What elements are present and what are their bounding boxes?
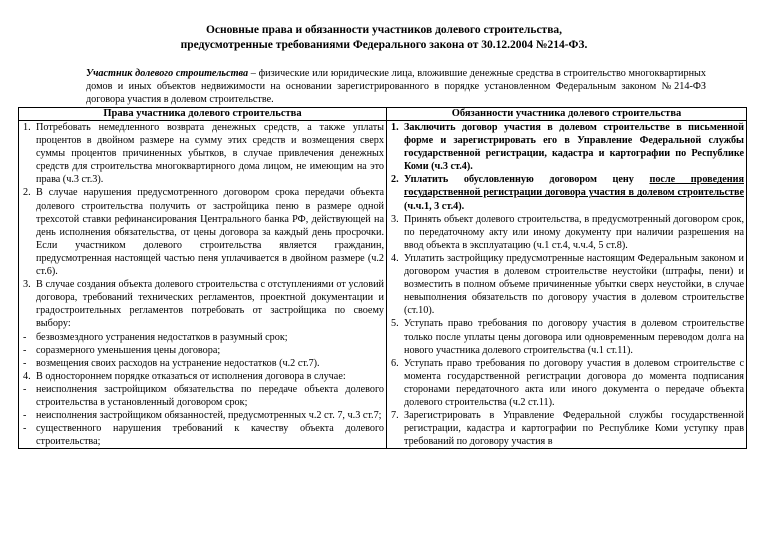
right-text: Потребовать немедленного возврата денежных средств, а также уплаты процентов в двойном размере на сумму этих средств и возмещения сверх суммы процентов причиненных убытков, в случае привлечения денежных средств для строительства многоквартирного дома лицом, не имеющим на это права (ч.3 ст.3). (36, 122, 384, 186)
duty-text-underlined: после проведения государственной регистрации договора участия в долевом строительстве (404, 174, 744, 199)
dash-marker: - (23, 331, 27, 343)
subitem-text: соразмерного уменьшения цены договора; (36, 344, 221, 356)
subitem-text: существенного нарушения требований к качеству объекта долевого строительства; (36, 423, 384, 448)
rights-cell (19, 121, 387, 449)
right-text: В одностороннем порядке отказаться от исполнения договора в случае: (36, 370, 346, 382)
dash-marker: - (23, 410, 27, 422)
right-number: 1. (23, 122, 31, 133)
duty-item (389, 357, 744, 409)
duty-item (389, 173, 744, 212)
subitem-text: неисполнения застройщиком обязанностей, предусмотренных ч.2 ст. 7, ч.3 ст.7; (36, 410, 382, 422)
duty-text: (ч.ч.1, 3 ст.4). (404, 200, 465, 212)
subitem-text: возмещения своих расходов на устранение недостатков (ч.2 ст.7). (36, 357, 320, 369)
right-text: В случае нарушения предусмотренного договором срока передачи объекта долевого строительства получить от застройщика пеню в размере одной трехсотой ставки рефинансирования Центрального банка РФ, действующей на день исполнения обязательства, от цены договора за каждый день просрочки. Если участником долевого строительства является гражданин, предусмотренная настоящей частью пеня уплачивается в двойном размере (ч.2 ст.6). (36, 187, 384, 278)
subitem-text: безвозмездного устранения недостатков в разумный срок; (36, 331, 288, 343)
intro-term: Участник долевого строительства (86, 68, 249, 79)
right-subitem (21, 331, 384, 344)
doc-title-line-2: предусмотренные требованиями Федерального закона от 30.12.2004 №214-ФЗ. (180, 39, 588, 51)
duty-number: 7. (391, 410, 399, 422)
duty-item (389, 252, 744, 317)
right-item (21, 370, 384, 383)
duty-number: 3. (391, 213, 399, 225)
right-subitem (21, 409, 384, 422)
duty-number: 5. (391, 318, 399, 330)
duty-number: 4. (391, 252, 399, 264)
right-item (21, 186, 384, 278)
duty-number: 1. (391, 122, 399, 133)
duty-text: Уступать право требования по договору участия в долевом строительстве только после уплаты цены договора или одновременным переводом долга на нового участника долевого строительства (ч.1 ст.11). (404, 318, 744, 356)
duty-text: Принять объект долевого строительства, в предусмотренный договором срок, по передаточному акту или иному документу при наличии разрешения на ввод объекта в эксплуатацию (ч.1 ст.4, ч.ч.4, 5 ст.8). (404, 213, 744, 251)
doc-title-line-1: Основные права и обязанности участников долевого строительства, (205, 24, 563, 36)
table-body-row (19, 121, 747, 449)
dash-marker: - (23, 357, 27, 369)
dash-marker: - (23, 383, 27, 395)
intro-text: – физические или юридические лица, вложившие денежные средства в строительство многоквартирных домов и иных объектов недвижимости на основании зарегистрированного в порядке установленном Федеральным законом №214-ФЗ договора участия в долевом строительстве. (86, 68, 706, 105)
col-header-rights: Права участника долевого строительства (19, 108, 387, 121)
duty-item (389, 409, 744, 448)
right-subitem (21, 344, 384, 357)
duty-text: Зарегистрировать в Управление Федеральной службы государственной регистрации, кадастра и картографии по Республике Коми уступку прав требований по договору участия в (404, 410, 744, 448)
dash-marker: - (23, 344, 27, 356)
duty-item (389, 213, 744, 252)
duty-text: Заключить договор участия в долевом строительстве в письменной форме и зарегистрировать его в Управление Федеральной службы государственной регистрации, кадастра и картографии по Республике Коми (ч.3 ст.4). (404, 122, 744, 173)
duty-number: 2. (391, 174, 399, 186)
right-number: 3. (23, 279, 31, 291)
duty-item (389, 121, 744, 173)
right-number: 2. (23, 187, 31, 199)
table-header-row (19, 108, 747, 121)
right-number: 4. (23, 370, 31, 382)
right-text: В случае создания объекта долевого строительства с отступлениями от условий договора, требований технических регламентов, проектной документации и градостроительных регламентов потребовать от застройщика по своему выбору: (36, 279, 384, 330)
intro-paragraph (86, 67, 706, 106)
right-subitem (21, 383, 384, 409)
right-subitem (21, 422, 384, 448)
duty-text: Уступать право требования по договору участия в долевом строительстве с момента государственной регистрации договора до момента подписания сторонами передаточного акта или иного документа о передаче объекта долевого строительства (ч.2 ст.11). (404, 357, 744, 408)
col-header-duties: Обязанности участника долевого строительства (387, 108, 747, 121)
right-item (21, 121, 384, 186)
duty-text: Уплатить обусловленную договором цену (404, 174, 650, 186)
duty-number: 6. (391, 357, 399, 369)
right-item (21, 278, 384, 330)
dash-marker: - (23, 423, 27, 435)
rights-duties-table (18, 107, 747, 449)
duty-item (389, 317, 744, 356)
duties-cell (387, 121, 747, 449)
duty-text: Уплатить застройщику предусмотренные настоящим Федеральным законом и договором участия в долевом строительстве неустойки (штрафы, пени) и возместить в полном объеме причиненные убытки сверх неустойки, в случае невыполнения обязательств по договору участия в долевом строительстве (ст.10). (404, 252, 744, 317)
subitem-text: неисполнения застройщиком обязательства по передаче объекта долевого строительства в установленный договором срок; (36, 383, 384, 408)
right-subitem (21, 357, 384, 370)
